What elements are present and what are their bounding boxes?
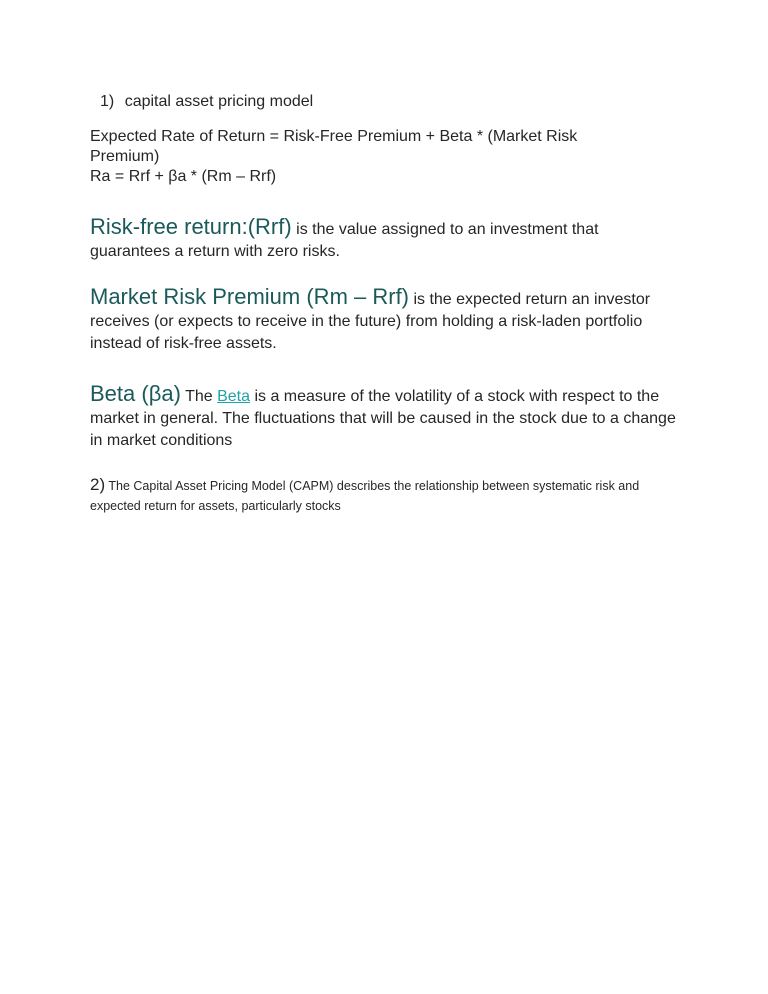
list-item-text: The Capital Asset Pricing Model (CAPM) describes the relationship between systematic risk and expected return for assets, particularly stocks (90, 479, 640, 513)
market-risk-heading: Market Risk Premium (Rm – Rrf) (90, 284, 410, 309)
risk-free-paragraph (90, 216, 670, 263)
risk-free-text: is the value assigned to an investment that guarantees a return with zero risks. (90, 221, 599, 260)
list-item-1 (100, 92, 313, 112)
formula-block (90, 127, 630, 187)
list-item-2 (90, 475, 690, 516)
formula-symbols: Ra = Rrf + βa * (Rm – Rrf) (90, 168, 277, 185)
beta-heading: Beta (βa) (90, 381, 181, 406)
market-risk-text: is the expected return an investor receives (or expects to receive in the future) from holding a risk-laden portfolio instead of risk-free assets. (90, 291, 651, 352)
formula-words: Expected Rate of Return = Risk-Free Premium + Beta * (Market Risk Premium) (90, 128, 578, 165)
list-number: 1) (100, 93, 115, 110)
list-number: 2) (90, 475, 106, 494)
beta-link[interactable]: Beta (217, 388, 251, 405)
market-risk-paragraph (90, 286, 690, 355)
beta-text-after: is a measure of the volatility of a stock with respect to the market in general. The fluctuations that will be caused in the stock due to a change in market conditions (90, 388, 676, 449)
risk-free-heading: Risk-free return:(Rrf) (90, 214, 292, 239)
beta-paragraph (90, 383, 690, 452)
beta-text-before: The (180, 388, 218, 405)
list-item-text: capital asset pricing model (124, 93, 314, 110)
